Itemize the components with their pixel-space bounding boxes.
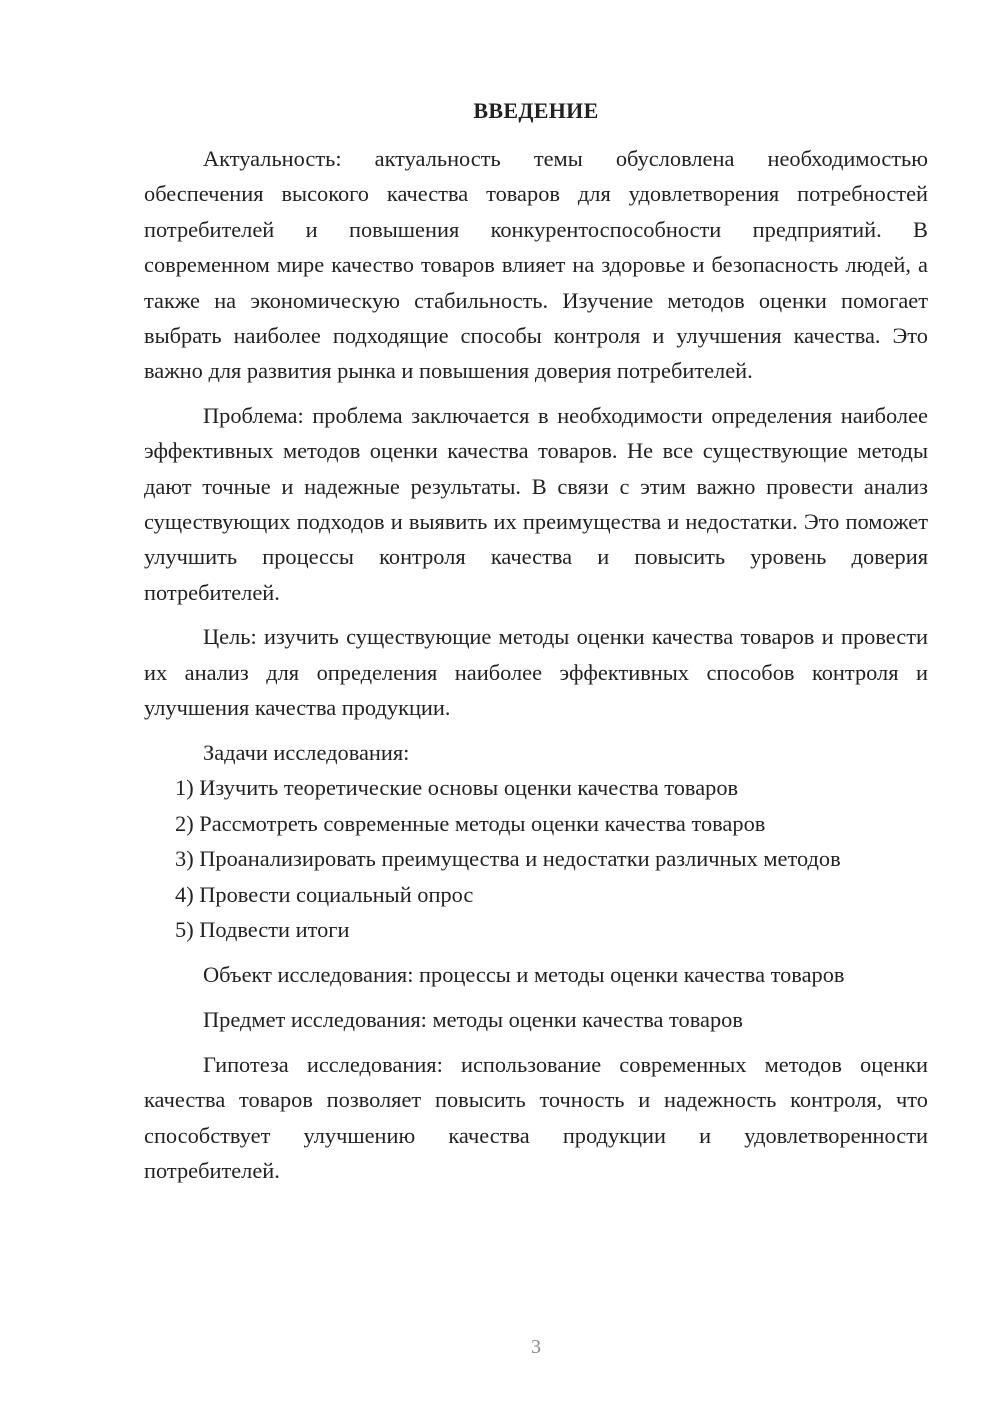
paragraph-hypothesis: Гипотеза исследования: использование современных методов оценки качества товаров позволяет повысить точность и надежность контроля, что способствует улучшению качества продукции и удовлетворенности потребителей. [144, 1051, 928, 1183]
paragraph-tasks-intro: Задачи исследования: [203, 740, 410, 765]
list-item: 2) Рассмотреть современные методы оценки качества товаров [175, 810, 766, 836]
document-body [144, 141, 928, 1188]
paragraph-goal: Цель: изучить существующие методы оценки качества товаров и провести их анализ для определения наиболее эффективных способов контроля и улучшения качества продукции. [144, 624, 928, 721]
tasks-list [144, 770, 928, 947]
list-item: 4) Провести социальный опрос [175, 881, 474, 907]
section-heading: ВВЕДЕНИЕ [473, 98, 599, 123]
paragraph-problem: Проблема: проблема заключается в необходимости определения наиболее эффективных методов оценки качества товаров. Не все существующие методы дают точные и надежные результаты. В связи с этим важно провести анализ существующих подходов и выявить их преимущества и недостатки. Это поможет улучшить процессы контроля качества и повысить уровень доверия потребителей. [144, 402, 928, 605]
list-item: 1) Изучить теоретические основы оценки качества товаров [175, 775, 739, 801]
paragraph-relevance: Актуальность: актуальность темы обусловлена необходимостью обеспечения высокого качества товаров для удовлетворения потребностей потребителей и повышения конкурентоспособности предприятий. В современном мире качество товаров влияет на здоровье и безопасность людей, а также на экономическую стабильность. Изучение методов оценки помогает выбрать наиболее подходящие способы контроля и улучшения качества. Это важно для развития рынка и повышения доверия потребителей. [144, 146, 928, 384]
page-number: 3 [531, 1336, 541, 1358]
paragraph-subject: Предмет исследования: методы оценки качества товаров [203, 1006, 743, 1032]
list-item: 3) Проанализировать преимущества и недостатки различных методов [175, 846, 841, 872]
list-item: 5) Подвести итоги [175, 917, 350, 943]
paragraph-object: Объект исследования: процессы и методы оценки качества товаров [203, 961, 845, 987]
